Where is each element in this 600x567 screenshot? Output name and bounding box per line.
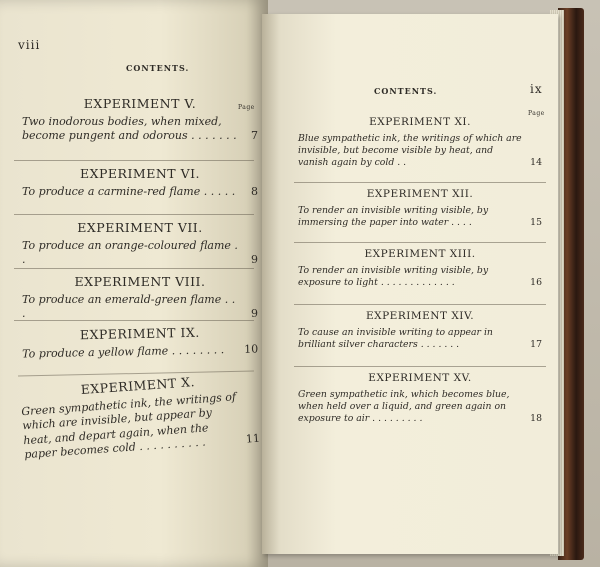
divider [294,304,546,305]
divider [294,242,546,243]
left-header: CONTENTS. [126,63,190,73]
toc-entry-exp9 [22,324,259,362]
entry-title: EXPERIMENT XI. [369,116,471,128]
toc-entry-exp13 [298,248,542,289]
divider [14,160,254,161]
entry-description-text: To produce a yellow flame . . . . . . . . [22,343,225,361]
left-page-label: Page [238,104,255,111]
entry-page-number: 11 [245,431,261,446]
right-folio: ix [530,82,543,96]
toc-entry-exp14 [298,310,542,351]
entry-description-text: Green sympathetic ink, which becomes blue, when held over a liquid, and green again on exposure to air . . . . . . . . . [298,389,510,425]
toc-entry-exp5 [22,96,258,144]
right-page [262,14,558,554]
entry-page-number: 9 [251,307,258,321]
entry-page-number: 7 [251,129,258,143]
entry-title: EXPERIMENT VI. [79,166,201,181]
entry-title: EXPERIMENT VIII. [74,274,206,289]
entry-page-number: 15 [530,217,542,229]
entry-description-text: To cause an invisible writing to appear in brilliant silver characters . . . . . . . [298,327,493,351]
divider [14,320,254,321]
entry-page-number: 8 [251,185,258,198]
entry-page-number: 10 [244,342,259,356]
divider [14,268,254,269]
entry-title: EXPERIMENT IX. [79,324,200,343]
entry-title: EXPERIMENT XV. [368,372,472,384]
entry-page-number: 9 [251,253,258,267]
entry-description [298,265,542,289]
entry-description [22,343,258,362]
entry-title: EXPERIMENT XIV. [365,310,475,322]
entry-description-text: To render an invisible writing visible, by immersing the paper into water . . . . [298,205,489,229]
entry-description-text: To render an invisible writing visible, by exposure to light . . . . . . . . . . . . . [298,265,489,289]
toc-entry-exp11 [298,116,542,169]
entry-page-number: 17 [530,339,542,351]
entry-description [22,115,258,144]
entry-page-number: 18 [530,413,542,425]
entry-description [298,389,542,425]
entry-description-text: To produce a carmine-red flame . . . . . [22,185,236,198]
entry-description [22,293,258,322]
left-page [0,0,268,567]
entry-description [21,389,260,463]
entry-title: EXPERIMENT X. [80,374,196,398]
right-page-label: Page [528,110,545,117]
entry-title: EXPERIMENT VII. [77,220,203,235]
entry-title: EXPERIMENT XII. [366,188,474,200]
left-folio: viii [18,38,41,52]
entry-description [298,133,542,169]
divider [294,366,546,367]
right-header: CONTENTS. [374,86,438,96]
toc-entry-exp12 [298,188,542,229]
toc-entry-exp7 [22,220,258,268]
divider [14,214,254,215]
toc-entry-exp6 [22,166,258,199]
entry-description-text: Green sympathetic ink, the writings of which are invisible, but appear by heat, and depart again, when the paper becomes cold . . . . . . . . . . [20,390,237,462]
entry-page-number: 16 [530,277,542,289]
entry-title: EXPERIMENT XIII. [364,248,476,260]
entry-description [298,205,542,229]
entry-description [298,327,542,351]
toc-entry-exp8 [22,274,258,322]
entry-page-number: 14 [530,157,542,169]
toc-entry-exp15 [298,372,542,425]
entry-description-text: To produce an orange-coloured flame . . [22,239,238,267]
toc-entry-exp10 [20,370,261,462]
entry-description-text: Two inodorous bodies, when mixed, become pungent and odorous . . . . . . . [22,115,237,143]
entry-title: EXPERIMENT V. [83,96,197,111]
entry-description-text: To produce an emerald-green flame . . . [22,293,236,321]
entry-description [22,239,258,268]
entry-description-text: Blue sympathetic ink, the writings of which are invisible, but become visible by heat, and vanish again by cold . . [298,133,522,169]
entry-description [22,185,258,199]
divider [294,182,546,183]
